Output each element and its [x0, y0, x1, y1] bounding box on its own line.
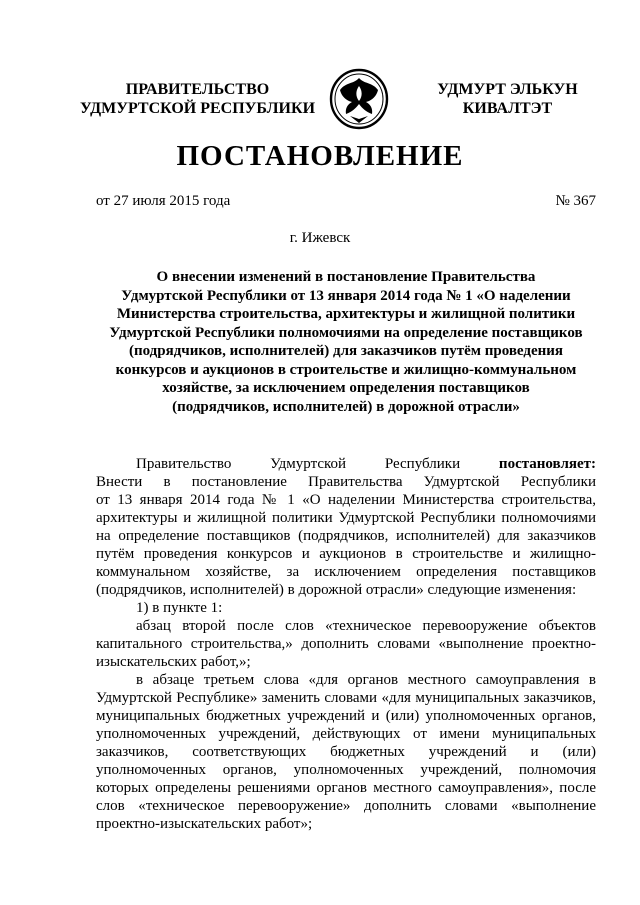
- header-right-line-2: КИВАЛТЭТ: [462, 100, 553, 117]
- header-left: [75, 80, 320, 118]
- subject-line: Удмуртской Республики от 13 января 2014 года № 1 «О наделении: [121, 287, 571, 304]
- subject-line: Удмуртской Республики полномочиями на определение поставщиков: [109, 324, 583, 341]
- document-body: [96, 455, 596, 833]
- body-line: коммунальном хозяйстве, за исключением определения поставщиков: [96, 564, 596, 580]
- body-line: муниципальных бюджетных учреждений и (или) уполномоченных органов,: [96, 708, 596, 724]
- subject-line: О внесении изменений в постановление Правительства: [156, 269, 536, 285]
- body-line: архитектуры и жилищной политики Удмуртской Республики полномочиями: [96, 510, 596, 526]
- body-line: Внести в постановление Правительства Удмуртской Республики: [96, 474, 596, 490]
- body-preamble: [96, 455, 596, 473]
- body-line: уполномоченных органов, уполномоченных учреждений, полномочия: [96, 762, 596, 778]
- body-line: заказчиков, соответствующих бюджетных учреждений и (или): [96, 744, 596, 760]
- body-line: капитального строительства,» дополнить словами «выполнение проектно-: [96, 636, 596, 652]
- body-line: уполномоченных учреждений, действующих от имени муниципальных: [96, 726, 596, 742]
- body-line: от 13 января 2014 года № 1 «О наделении Министерства строительства,: [96, 492, 596, 508]
- body-line: слов «техническое перевооружение» дополнить словами «выполнение: [96, 798, 596, 814]
- header-left-line-2: УДМУРТСКОЙ РЕСПУБЛИКИ: [79, 100, 316, 117]
- document-subject: [96, 268, 596, 416]
- body-line: на определение поставщиков (подрядчиков, исполнителей) для заказчиков: [96, 528, 596, 544]
- preamble-text: Правительство Удмуртской Республики: [136, 456, 461, 472]
- body-line: которых определены решениями органов местного самоуправления», после: [96, 780, 596, 796]
- body-line: проектно-изыскательских работ»;: [96, 816, 313, 832]
- document-city: г. Ижевск: [289, 230, 351, 246]
- header-right-line-1: УДМУРТ ЭЛЬКУН: [437, 81, 578, 98]
- body-line: абзац второй после слов «техническое перевооружение объектов: [136, 618, 596, 634]
- header-right: [415, 80, 600, 118]
- document-title: ПОСТАНОВЛЕНИЕ: [176, 140, 464, 172]
- document-number: № 367: [555, 193, 596, 209]
- subject-line: (подрядчиков, исполнителей) для заказчиков путём проведения: [128, 343, 564, 359]
- body-line: в абзаце третьем слова «для органов местного самоуправления в: [136, 672, 596, 688]
- subject-line: хозяйстве, за исключением определения поставщиков: [162, 380, 530, 396]
- header-left-line-1: ПРАВИТЕЛЬСТВО: [125, 81, 270, 98]
- coat-of-arms-icon: [328, 68, 390, 130]
- body-line: (подрядчиков, исполнителей) в дорожной отрасли» следующие изменения:: [96, 582, 577, 598]
- preamble-keyword: постановляет:: [498, 456, 596, 472]
- body-line: Удмуртской Республике» заменить словами «для муниципальных заказчиков,: [96, 690, 596, 706]
- body-line: 1) в пункте 1:: [136, 600, 223, 616]
- document-date: от 27 июля 2015 года: [96, 193, 231, 209]
- subject-line: (подрядчиков, исполнителей) в дорожной отрасли»: [172, 398, 520, 415]
- subject-line: Министерства строительства, архитектуры и жилищной политики: [116, 306, 576, 322]
- subject-line: конкурсов и аукционов в строительстве и жилищно-коммунальном: [115, 361, 577, 378]
- body-line: изыскательских работ,»;: [96, 654, 251, 670]
- body-line: путём проведения конкурсов и аукционов в строительстве и жилищно-: [96, 546, 596, 562]
